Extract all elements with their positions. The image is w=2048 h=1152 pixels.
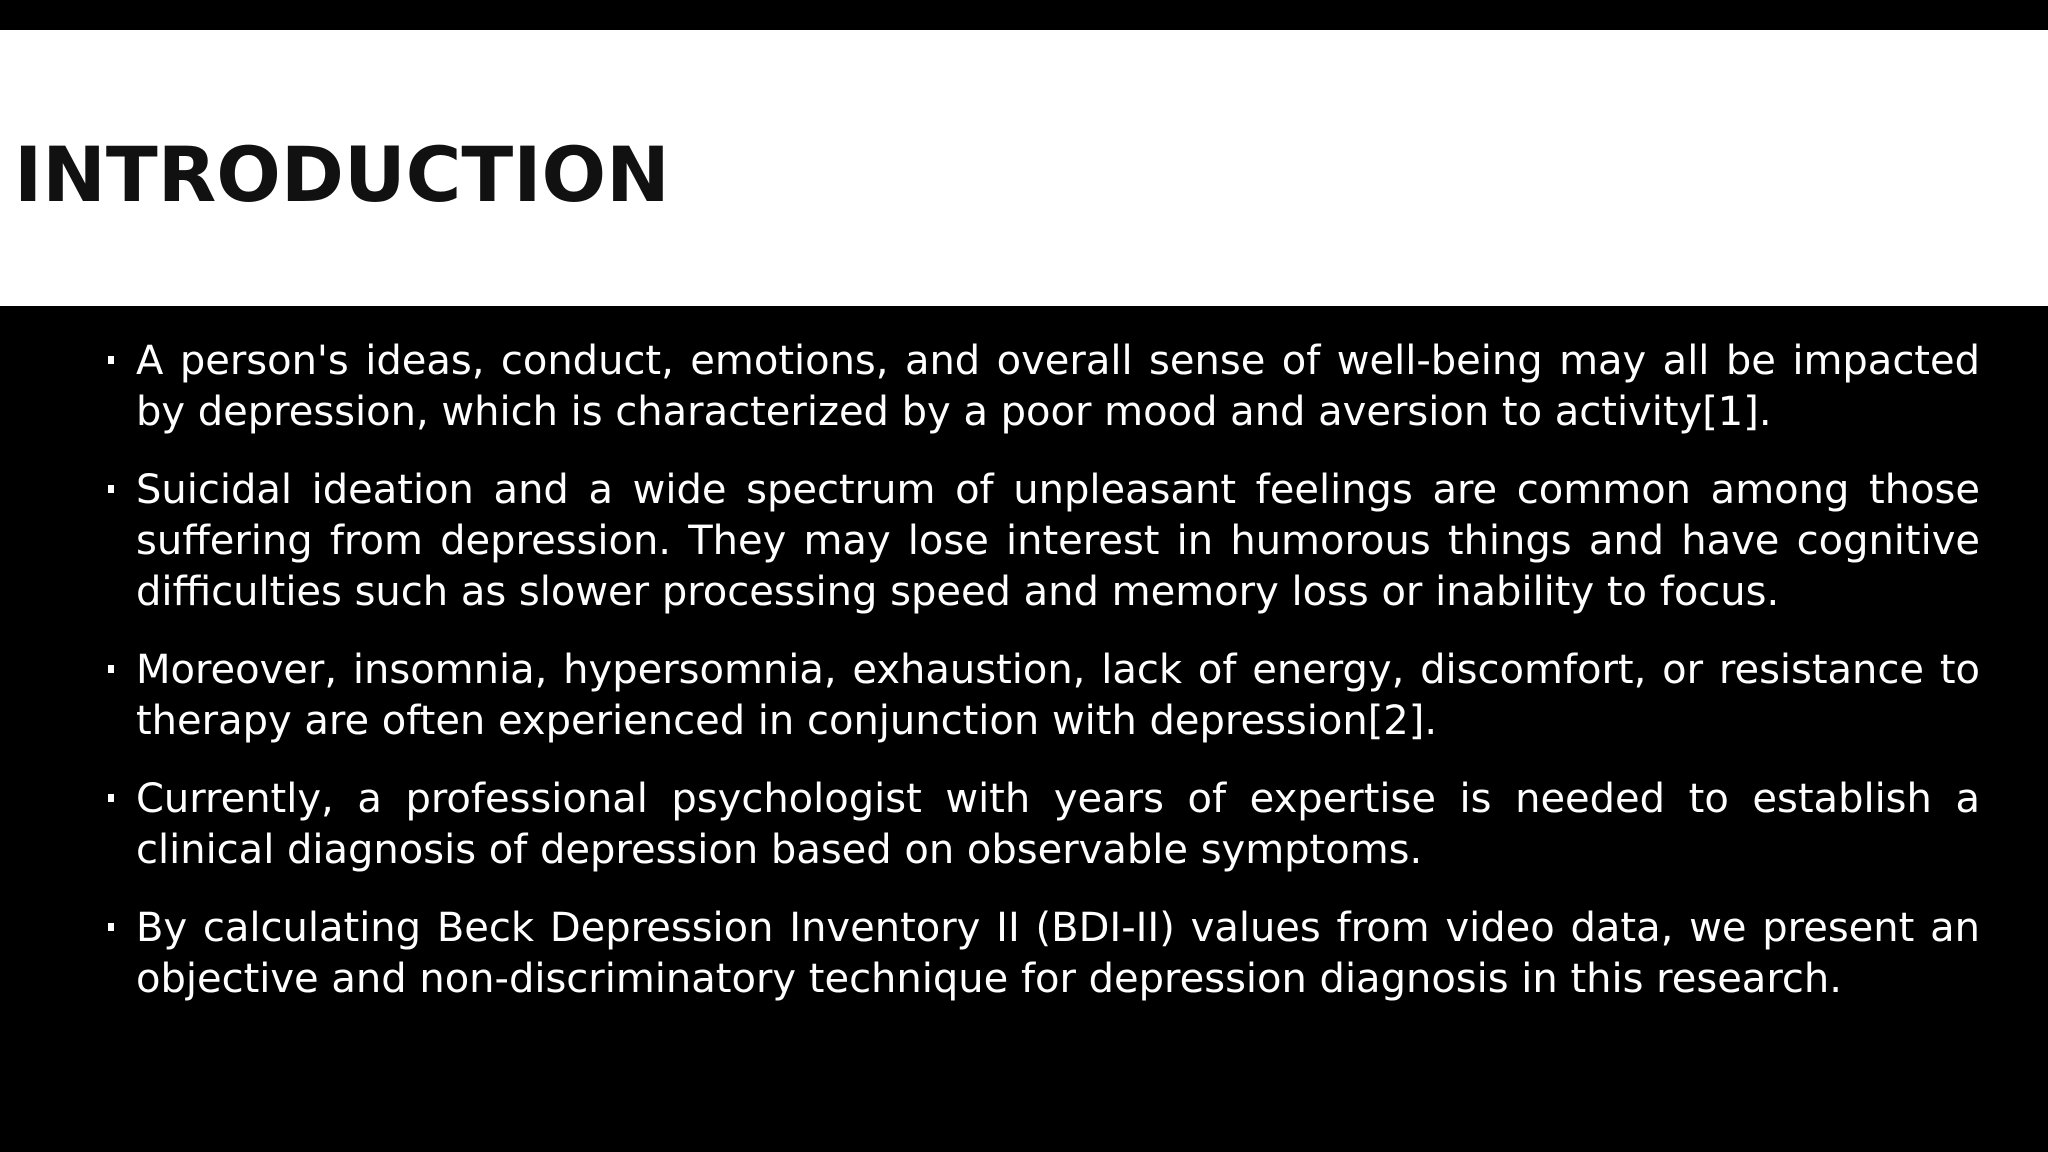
bullet-item xyxy=(104,465,1980,618)
bullet-text: A person's ideas, conduct, emotions, and overall sense of well-being may all be impacted by depression, which is characterized by a poor mood and aversion to activity[1]. xyxy=(136,338,1980,435)
bullet-marker-icon xyxy=(108,665,114,673)
bullet-item xyxy=(104,903,1980,1005)
bullet-item xyxy=(104,645,1980,747)
bullet-text: Moreover, insomnia, hypersomnia, exhaustion, lack of energy, discomfort, or resistance to therapy are often experienced in conjunction with depression[2]. xyxy=(136,647,1980,744)
slide-title: INTRODUCTION xyxy=(14,130,670,219)
bullet-text: By calculating Beck Depression Inventory II (BDI-II) values from video data, we present an objective and non-discriminatory technique for depression diagnosis in this research. xyxy=(136,905,1980,1002)
bullet-text: Currently, a professional psychologist with years of expertise is needed to establish a clinical diagnosis of depression based on observable symptoms. xyxy=(136,776,1980,873)
bullet-marker-icon xyxy=(108,923,114,931)
bullet-text: Suicidal ideation and a wide spectrum of unpleasant feelings are common among those suffering from depression. They may lose interest in humorous things and have cognitive difficulties such as slower processing speed and memory loss or inability to focus. xyxy=(136,467,1980,615)
bullet-marker-icon xyxy=(108,794,114,802)
bullet-marker-icon xyxy=(108,356,114,364)
bullet-marker-icon xyxy=(108,485,114,493)
bullet-item xyxy=(104,336,1980,438)
bullet-list xyxy=(104,336,1980,1032)
bullet-item xyxy=(104,774,1980,876)
